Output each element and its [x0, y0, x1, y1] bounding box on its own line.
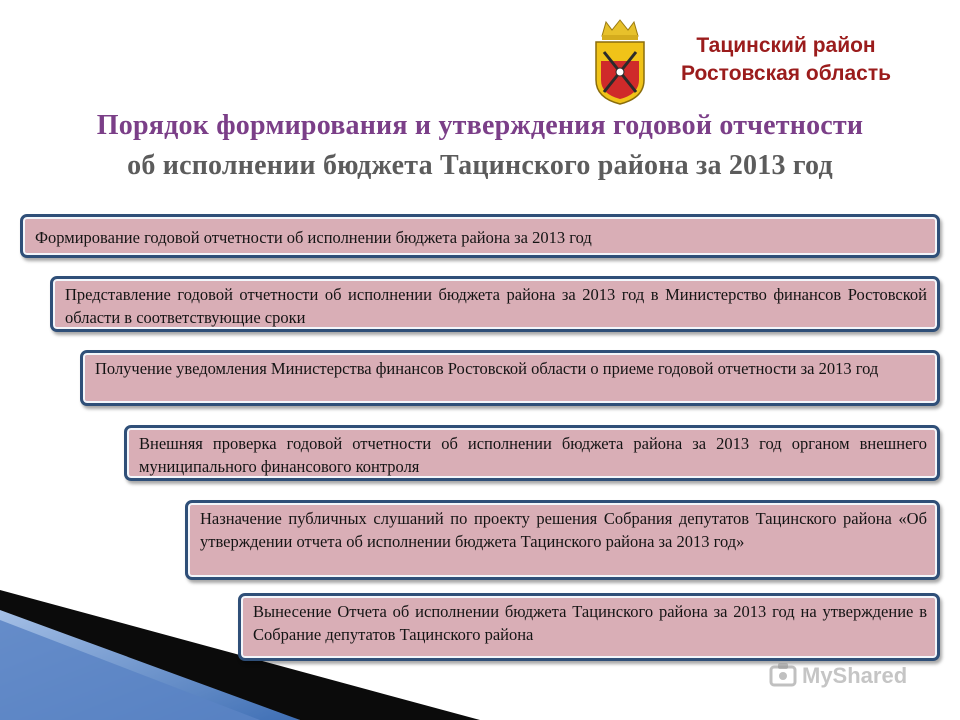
region-name [656, 32, 916, 88]
step-1-box: Формирование годовой отчетности об исполнении бюджета района за 2013 год [20, 214, 940, 258]
region-line-1: Тацинский район [696, 34, 876, 57]
step-3-box: Получение уведомления Министерства финансов Ростовской области о приеме годовой отчетности за 2013 год [80, 350, 940, 406]
watermark-logo-icon [768, 661, 798, 691]
step-6-box: Вынесение Отчета об исполнении бюджета Тацинского района за 2013 год на утверждение в Собрание депутатов Тацинского района [238, 593, 940, 661]
title-line-2: об исполнении бюджета Тацинского района за 2013 год [127, 150, 833, 181]
title-line-1: Порядок формирования и утверждения годовой отчетности [96, 110, 864, 141]
step-5-box: Назначение публичных слушаний по проекту решения Собрания депутатов Тацинского района «Об утверждении отчета об исполнении бюджета Тацинского района за 2013 год» [185, 500, 940, 580]
step-2-box: Представление годовой отчетности об исполнении бюджета района за 2013 год в Министерство финансов Ростовской области в соответствующие сроки [50, 276, 940, 332]
watermark [768, 660, 907, 692]
watermark-text: MyShared [802, 663, 908, 688]
coat-of-arms-emblem [590, 18, 650, 106]
region-line-2: Ростовская область [680, 62, 892, 85]
page-title [20, 106, 940, 186]
step-4-box: Внешняя проверка годовой отчетности об исполнении бюджета района за 2013 год органом внешнего муниципального финансового контроля [124, 425, 940, 481]
